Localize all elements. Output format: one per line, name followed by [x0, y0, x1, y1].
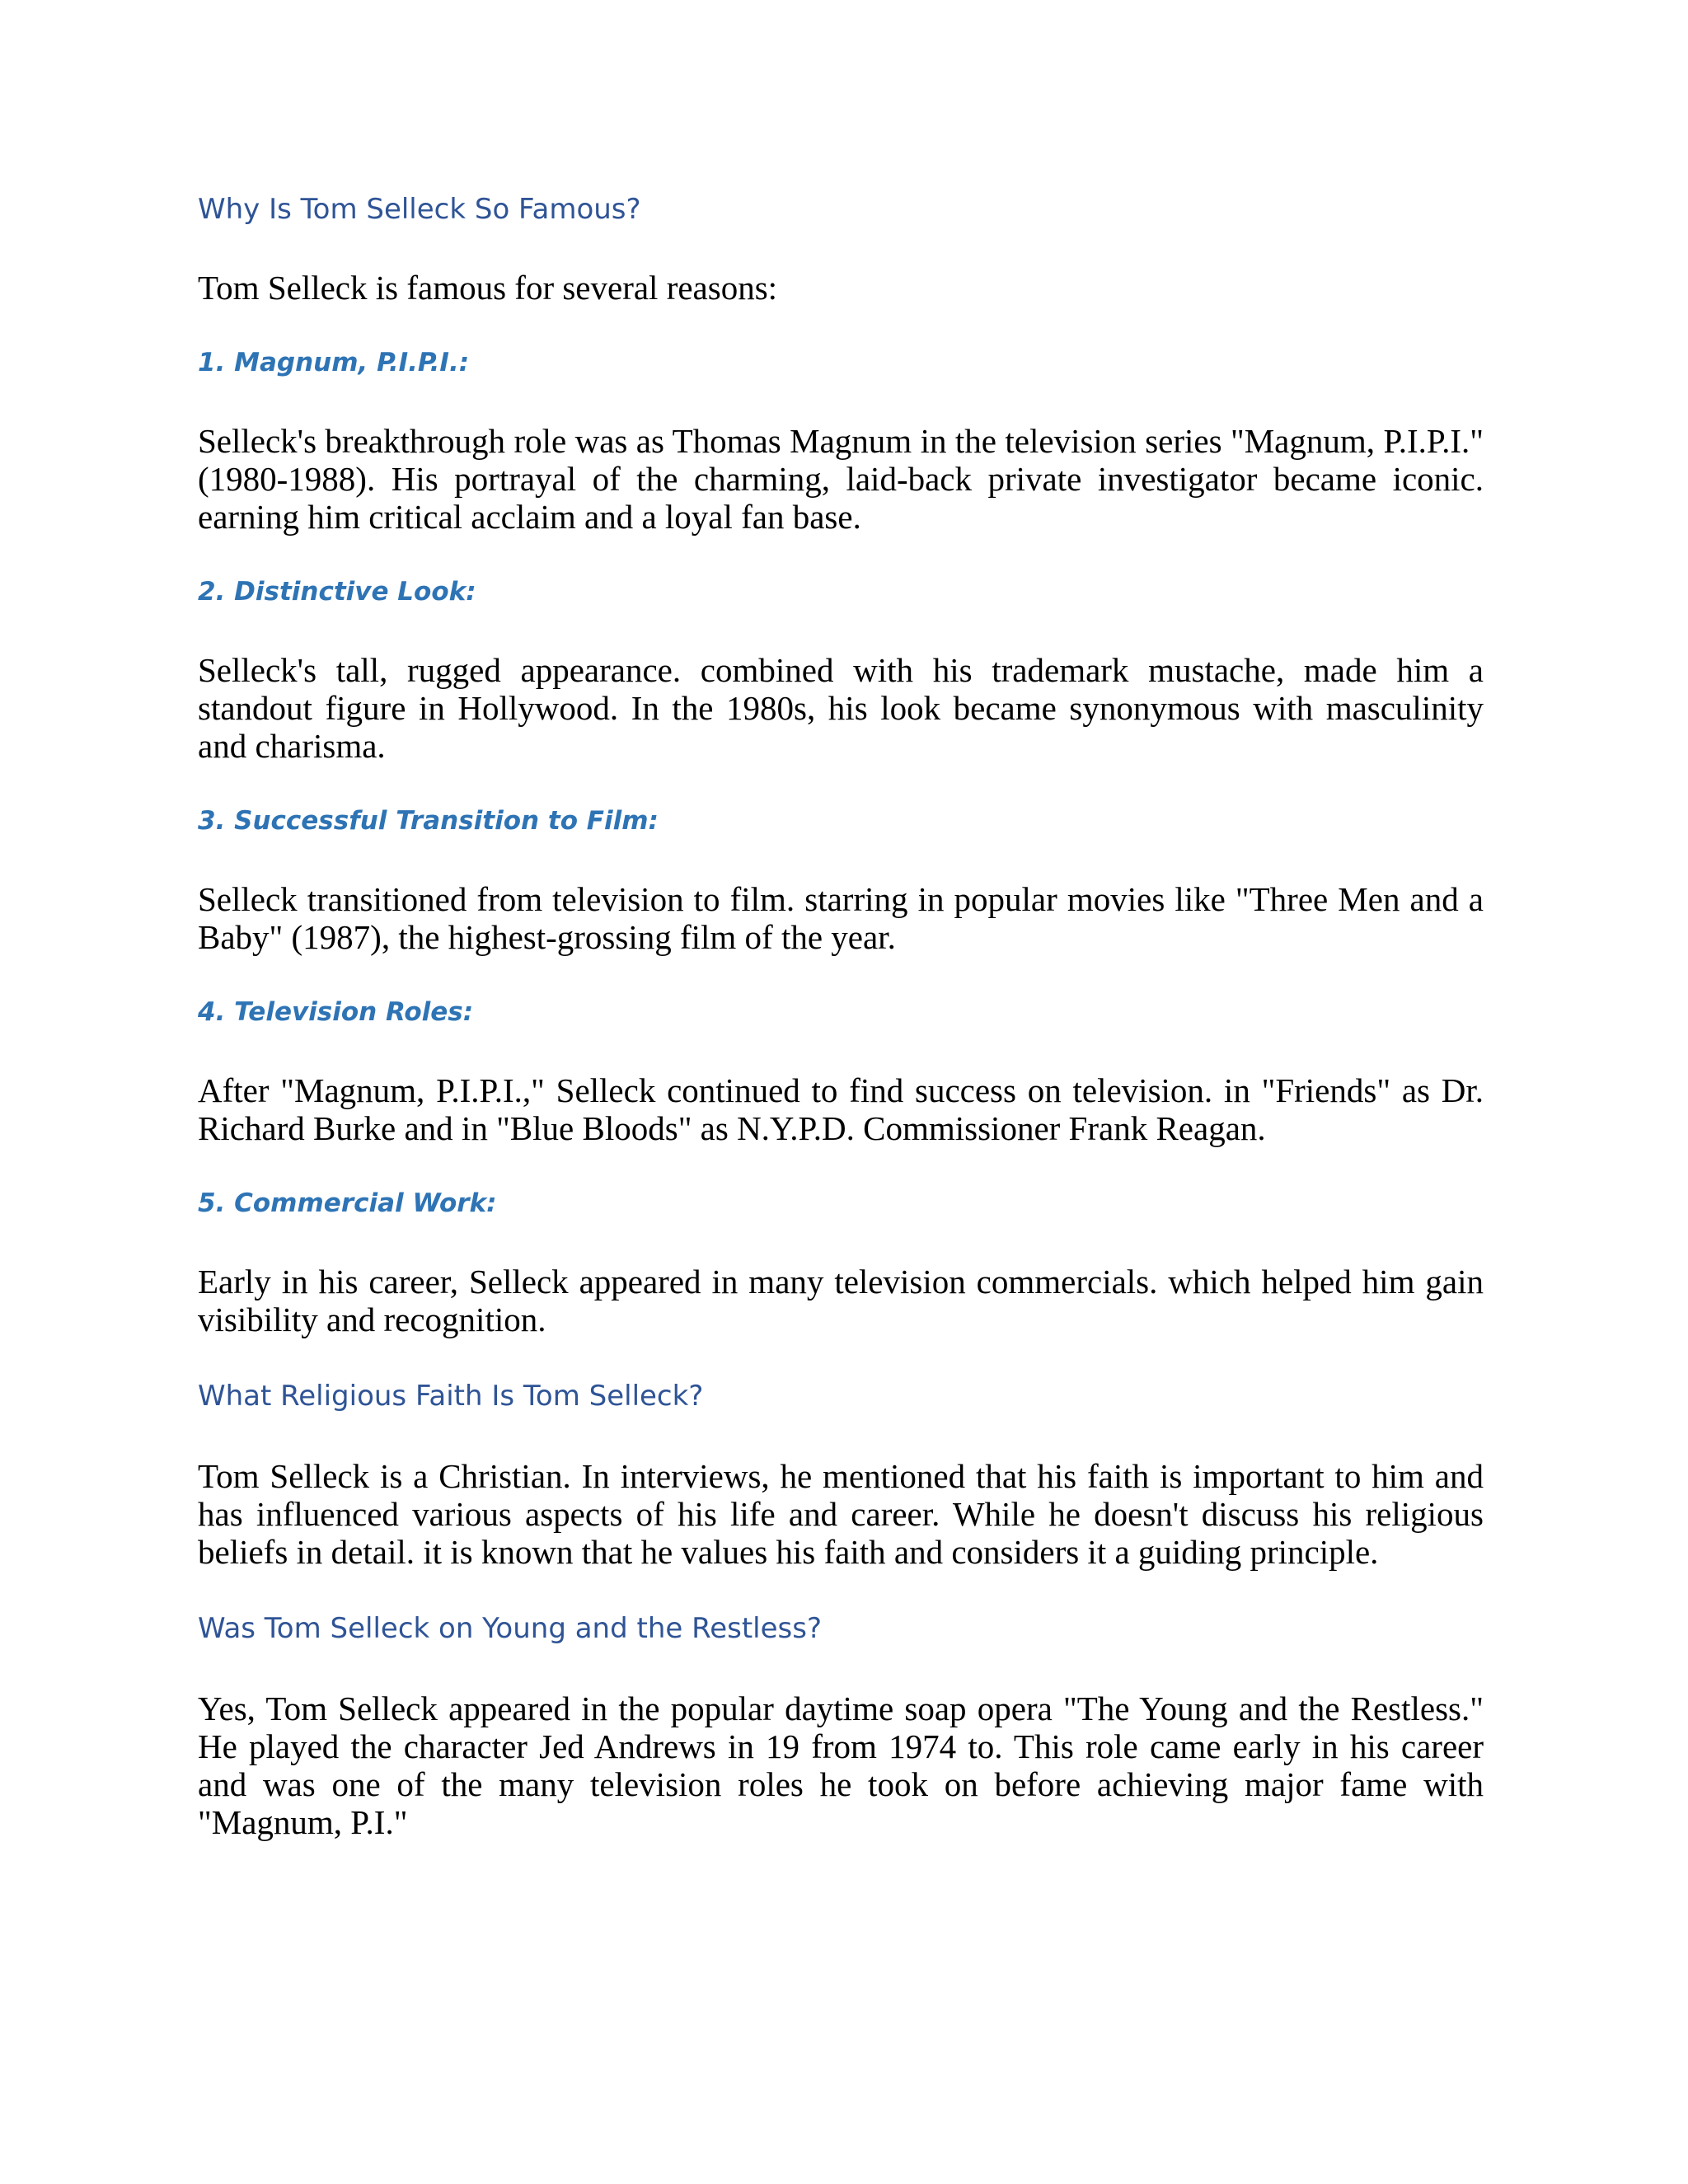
section-heading-famous: Why Is Tom Selleck So Famous?: [198, 193, 641, 226]
item-text-magnum: Selleck's breakthrough role was as Thomas Magnum in the television series "Magnum, P.I.P.I." (1980-1988). His portrayal of the charming, laid-back private investigator became iconic. earning him critical acclaim and a loyal fan base.: [198, 422, 1484, 536]
section-text-religious-faith: Tom Selleck is a Christian. In interviews, he mentioned that his faith is important to him and has influenced various aspects of his life and career. While he doesn't discuss his religious beliefs in detail. it is known that he values his faith and considers it a guiding principle.: [198, 1457, 1484, 1571]
section-heading-young-restless: Was Tom Selleck on Young and the Restless?: [198, 1612, 822, 1645]
document-content: [198, 191, 1484, 1841]
item-text-television-roles: After "Magnum, P.I.P.I.," Selleck continued to find success on television. in "Friends" as Dr. Richard Burke and in "Blue Bloods" as N.Y.P.D. Commissioner Frank Reagan.: [198, 1071, 1484, 1147]
item-text-transition-film: Selleck transitioned from television to film. starring in popular movies like "Three Men and a Baby" (1987), the highest-grossing film of the year.: [198, 880, 1484, 956]
item-heading-magnum: 1. Magnum, P.I.P.I.:: [198, 348, 470, 377]
item-text-commercial-work: Early in his career, Selleck appeared in many television commercials. which helped him gain visibility and recognition.: [198, 1263, 1484, 1338]
section-intro-famous: Tom Selleck is famous for several reasons:: [198, 269, 778, 307]
item-heading-transition-film: 3. Successful Transition to Film:: [198, 806, 659, 836]
item-text-distinctive-look: Selleck's tall, rugged appearance. combined with his trademark mustache, made him a standout figure in Hollywood. In the 1980s, his look became synonymous with masculinity and charisma.: [198, 651, 1484, 765]
section-heading-religious-faith: What Religious Faith Is Tom Selleck?: [198, 1380, 704, 1413]
item-heading-commercial-work: 5. Commercial Work:: [198, 1188, 497, 1218]
section-text-young-restless: Yes, Tom Selleck appeared in the popular daytime soap opera "The Young and the Restless." He played the character Jed Andrews in 19 from 1974 to. This role came early in his career and was one of the many television roles he took on before achieving major fame with "Magnum, P.I.": [198, 1690, 1484, 1841]
item-heading-distinctive-look: 2. Distinctive Look:: [198, 577, 476, 607]
item-heading-television-roles: 4. Television Roles:: [198, 997, 474, 1027]
